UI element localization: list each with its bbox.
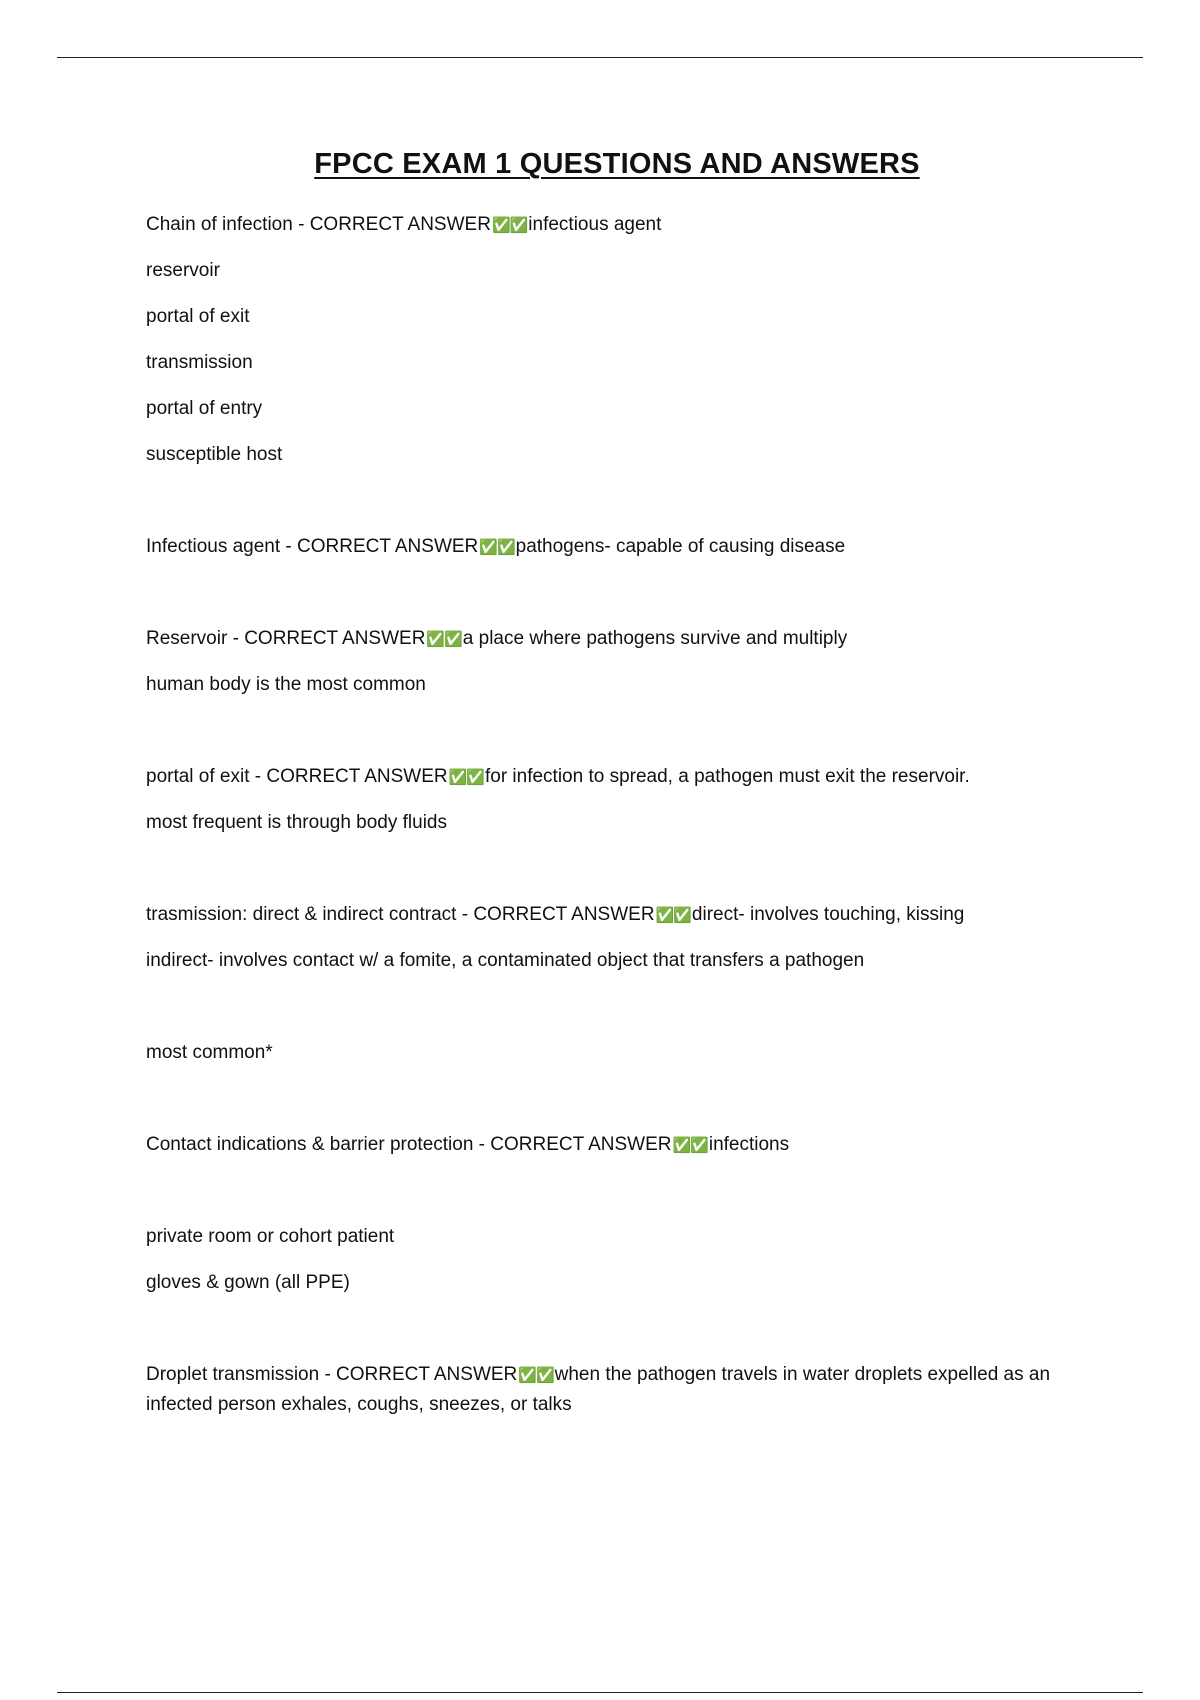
answer-separator: - CORRECT ANSWER [473, 1134, 672, 1155]
answer-line: portal of exit [146, 306, 250, 327]
spacer [146, 1314, 1086, 1360]
check-mark-icon: ✅✅ [426, 630, 462, 648]
check-mark-icon: ✅✅ [491, 216, 528, 234]
qa-line [146, 210, 1086, 240]
qa-line [146, 1130, 1086, 1160]
check-mark-icon: ✅✅ [655, 906, 691, 924]
spacer [146, 1176, 1086, 1222]
page-title: FPCC EXAM 1 QUESTIONS AND ANSWERS [314, 148, 920, 180]
question-term: trasmission: direct & indirect contract [146, 904, 457, 925]
top-rule [57, 57, 1143, 58]
question-term: Droplet transmission [146, 1364, 320, 1385]
question-term: Infectious agent [146, 536, 281, 557]
check-mark-icon: ✅✅ [479, 538, 515, 556]
answer-text: when the pathogen travels in water droplets expelled as an infected person exhales, coughs, sneezes, or talks [146, 1364, 1056, 1415]
answer-text: a place where pathogens survive and multiply [462, 628, 848, 649]
spacer [146, 854, 1086, 900]
question-term: Contact indications & barrier protection [146, 1134, 474, 1155]
answer-line: most common* [146, 1042, 273, 1063]
answer-separator: - CORRECT ANSWER [456, 904, 655, 925]
spacer [146, 486, 1086, 532]
check-mark-icon: ✅✅ [672, 1136, 708, 1154]
qa-line [146, 900, 1086, 930]
answer-line: portal of entry [146, 398, 263, 419]
answer-line: human body is the most common [146, 674, 426, 695]
spacer [146, 716, 1086, 762]
answer-line: gloves & gown (all PPE) [146, 1272, 350, 1293]
spacer [146, 578, 1086, 624]
spacer [146, 1084, 1086, 1130]
answer-separator: - CORRECT ANSWER [319, 1364, 518, 1385]
answer-text: direct- involves touching, kissing [691, 904, 965, 925]
answer-text: infectious agent [528, 214, 662, 235]
spacer [146, 992, 1086, 1038]
answer-line: most frequent is through body fluids [146, 812, 448, 833]
answer-line: indirect- involves contact w/ a fomite, a contaminated object that transfers a pathogen [146, 950, 865, 971]
qa-line [146, 624, 1086, 654]
answer-line: reservoir [146, 260, 220, 281]
qa-line [146, 532, 1086, 562]
answer-line: private room or cohort patient [146, 1226, 395, 1247]
check-mark-icon: ✅✅ [448, 768, 484, 786]
check-mark-icon: ✅✅ [518, 1366, 554, 1384]
answer-separator: - CORRECT ANSWER [292, 214, 491, 235]
answer-separator: - CORRECT ANSWER [227, 628, 426, 649]
qa-line [146, 762, 1086, 792]
answer-separator: - CORRECT ANSWER [249, 766, 448, 787]
answer-text: infections [708, 1134, 790, 1155]
question-term: Chain of infection [146, 214, 293, 235]
document-body [146, 210, 1086, 1436]
qa-line [146, 1360, 1086, 1420]
question-term: Reservoir [146, 628, 228, 649]
answer-line: transmission [146, 352, 253, 373]
bottom-rule [57, 1692, 1143, 1693]
answer-separator: - CORRECT ANSWER [280, 536, 479, 557]
question-term: portal of exit [146, 766, 250, 787]
answer-line: susceptible host [146, 444, 283, 465]
answer-text: pathogens- capable of causing disease [515, 536, 846, 557]
answer-text: for infection to spread, a pathogen must exit the reservoir. [484, 766, 970, 787]
